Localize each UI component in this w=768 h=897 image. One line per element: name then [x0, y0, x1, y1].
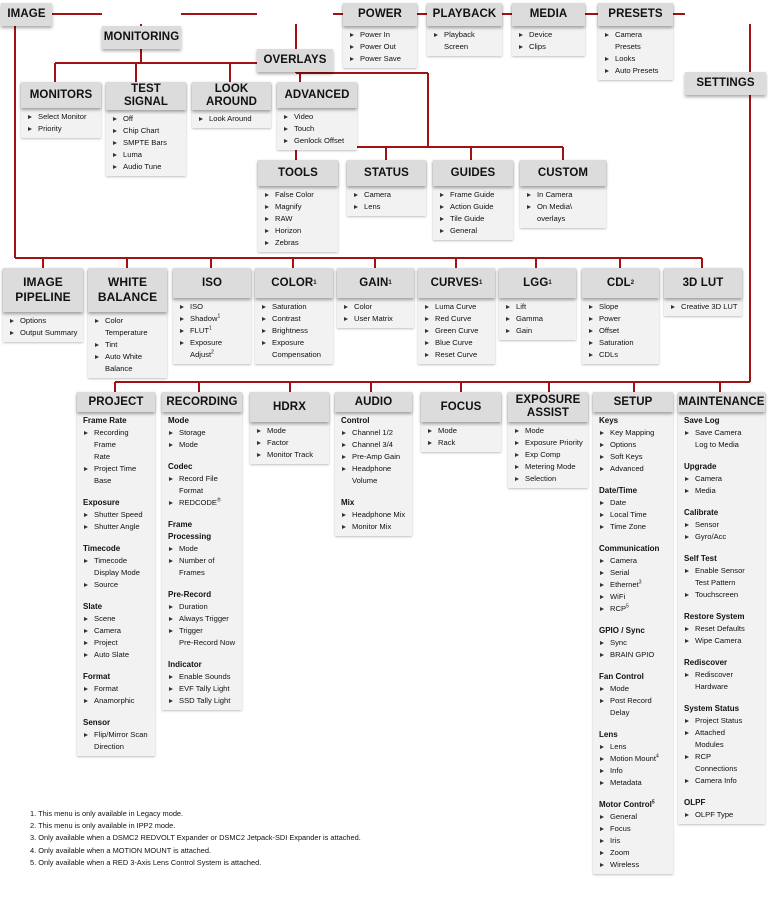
menu-item[interactable]: User Matrix [343, 313, 410, 325]
menu-item[interactable]: Touchscreen [684, 589, 761, 601]
menu-item[interactable]: Wipe Camera [684, 635, 761, 647]
menu-item[interactable]: Power [588, 313, 655, 325]
footnote-marker: 3 [638, 579, 642, 586]
menu-item[interactable]: Camera [353, 189, 422, 201]
menu-item[interactable]: Metadata [599, 777, 669, 789]
menu-item[interactable] [599, 603, 669, 615]
menu-item[interactable]: Recording Frame [83, 427, 151, 451]
menu-item[interactable]: Contrast [261, 313, 329, 325]
menu-item[interactable]: Device [518, 29, 581, 41]
menu-item[interactable]: SSD Tally Light [168, 695, 238, 707]
title-line: IMAGE [23, 275, 63, 289]
menu-item[interactable]: Always Trigger [168, 613, 238, 625]
registered-mark: ® [216, 497, 221, 504]
menu-item[interactable]: Frame Guide [439, 189, 509, 201]
menu-item[interactable]: Enable Sensor [684, 565, 761, 577]
menu-item[interactable]: Blue Curve [424, 337, 491, 349]
advanced-menu[interactable] [277, 82, 357, 150]
menu-item[interactable]: Gyro/Acc [684, 531, 761, 543]
menu-item[interactable]: Rack [427, 437, 497, 449]
section-label: Frame [168, 520, 193, 529]
hdrx-title: HDRX [250, 392, 329, 422]
footnote: 2. This menu is only available in IPP2 mode. [30, 821, 176, 831]
exposure-assist-menu[interactable] [508, 392, 588, 488]
menu-item[interactable]: Project Time [83, 463, 151, 475]
footnote: 5. Only available when a RED 3-Axis Lens Control System is attached. [30, 857, 262, 867]
settings-menu[interactable]: SETTINGS [685, 72, 766, 95]
menu-item[interactable] [599, 753, 669, 765]
section-label: GPIO / Sync [599, 626, 645, 635]
menu-item-continued: Volume [352, 476, 378, 485]
menu-item[interactable]: Info [599, 765, 669, 777]
menu-item[interactable]: Project [83, 637, 151, 649]
menu-item[interactable]: Reset Defaults [684, 623, 761, 635]
3d-lut-menu[interactable] [664, 268, 742, 316]
section-label: Date/Time [599, 486, 638, 495]
test-signal-menu[interactable] [106, 82, 186, 176]
menu-item[interactable]: Mode [514, 425, 584, 437]
section-label: Keys [599, 416, 619, 425]
presets-menu[interactable] [598, 3, 673, 80]
item-label: Exposure Adjust [190, 338, 223, 359]
menu-item[interactable]: General [439, 225, 509, 237]
menu-item[interactable]: Creative 3D LUT [670, 301, 738, 313]
status-menu[interactable] [347, 160, 426, 216]
menu-item[interactable]: Monitor Track [256, 449, 325, 461]
menu-item-continued: Direction [94, 742, 124, 751]
project-menu[interactable] [77, 392, 155, 756]
menu-item[interactable]: Exposure [261, 337, 329, 349]
tools-title: TOOLS [258, 160, 338, 186]
guides-title: GUIDES [433, 160, 513, 186]
menu-item[interactable]: Zebras [264, 237, 334, 249]
menu-item-continued: Rate [94, 452, 111, 461]
menu-item[interactable]: False Color [264, 189, 334, 201]
menu-item[interactable] [179, 313, 247, 325]
menu-item[interactable]: WiFi [599, 591, 669, 603]
section-label: Calibrate [684, 508, 719, 517]
menu-item[interactable]: Focus [599, 823, 669, 835]
footnote-marker: 1 [208, 325, 212, 332]
custom-title: CUSTOM [520, 160, 606, 186]
menu-item[interactable]: Lens [353, 201, 422, 213]
title-text: COLOR [271, 276, 314, 289]
power-title: POWER [343, 3, 417, 26]
menu-item[interactable]: Camera [83, 625, 151, 637]
section-label: Mix [341, 498, 355, 507]
footnote-marker: 5 [626, 603, 629, 610]
menu-item[interactable]: Power Out [349, 41, 413, 53]
section-label: Restore System [684, 612, 745, 621]
menu-item[interactable]: Auto Presets [604, 65, 669, 77]
custom-menu[interactable] [520, 160, 606, 228]
menu-item[interactable]: Tile Guide [439, 213, 509, 225]
menu-item[interactable]: Touch [283, 123, 353, 135]
menu-item[interactable]: Soft Keys [599, 451, 669, 463]
monitoring-menu[interactable]: MONITORING [102, 26, 181, 49]
menu-item[interactable]: Number of [168, 555, 238, 567]
section-label: Processing [168, 532, 212, 541]
menu-item[interactable]: Power Save [349, 53, 413, 65]
section-label: Self Test [684, 554, 717, 563]
menu-item[interactable]: Options [9, 315, 79, 327]
menu-item[interactable]: Output Summary [9, 327, 79, 339]
menu-item[interactable]: Red Curve [424, 313, 491, 325]
menu-item[interactable]: Storage [168, 427, 238, 439]
footnotes [30, 808, 361, 869]
section-label: OLPF [684, 798, 706, 807]
menu-item[interactable]: Genlock Offset [283, 135, 353, 147]
menu-item[interactable]: Format [83, 683, 151, 695]
section-label: Timecode [83, 544, 121, 553]
focus-title: FOCUS [421, 392, 501, 422]
menu-item[interactable]: Tint [94, 339, 163, 351]
audio-menu[interactable] [335, 392, 412, 536]
recording-title: RECORDING [162, 392, 242, 412]
menu-item[interactable]: Action Guide [439, 201, 509, 213]
section-label: Codec [168, 462, 193, 471]
curves-title: CURVES 1 [418, 268, 495, 298]
color-menu[interactable] [255, 268, 333, 364]
menu-item[interactable]: Luma Curve [424, 301, 491, 313]
menu-item[interactable]: Saturation [588, 337, 655, 349]
menu-item[interactable]: Clips [518, 41, 581, 53]
menu-item[interactable]: Auto Slate [83, 649, 151, 661]
audio-title: AUDIO [335, 392, 412, 412]
menu-item[interactable]: Source [83, 579, 151, 591]
menu-item[interactable]: Mode [256, 425, 325, 437]
menu-item[interactable]: Enable Sounds [168, 671, 238, 683]
color-title: COLOR 1 [255, 268, 333, 298]
monitors-menu[interactable] [21, 82, 101, 138]
menu-item[interactable]: Zoom [599, 847, 669, 859]
menu-item[interactable]: Options [599, 439, 669, 451]
setup-menu[interactable] [593, 392, 673, 874]
menu-item[interactable]: CDLs [588, 349, 655, 361]
menu-item[interactable]: Mode [599, 683, 669, 695]
menu-item[interactable]: Headphone [341, 463, 408, 475]
menu-item[interactable]: Green Curve [424, 325, 491, 337]
menu-item[interactable]: Advanced [599, 463, 669, 475]
menu-item[interactable]: Chip Chart [112, 125, 182, 137]
section-label: Communication [599, 544, 660, 553]
section-label: Sensor [83, 718, 111, 727]
menu-item[interactable]: Camera Presets [604, 29, 669, 53]
menu-item-continued: Hardware [695, 682, 728, 691]
menu-item[interactable]: Monitor Mix [341, 521, 408, 533]
title-line: LOOK [214, 83, 249, 95]
menu-item[interactable]: Video [283, 111, 353, 123]
section-label: Indicator [168, 660, 202, 669]
menu-item-continued: Delay [610, 708, 630, 717]
menu-item[interactable]: Color [343, 301, 410, 313]
menu-item-continued: Pre-Record Now [179, 638, 236, 647]
menu-item-continued: Format [179, 486, 204, 495]
cdl-menu[interactable] [582, 268, 659, 364]
menu-item[interactable]: General [599, 811, 669, 823]
menu-item-continued: Test Pattern [695, 578, 736, 587]
section-label: Rediscover [684, 658, 728, 667]
section-label: Frame Rate [83, 416, 127, 425]
iso-title: ISO [173, 268, 251, 298]
menu-item-continued: Base [94, 476, 112, 485]
menu-item[interactable]: Audio Tune [112, 161, 182, 173]
menu-item[interactable]: RCP [684, 751, 761, 763]
menu-item[interactable]: Select Monitor [27, 111, 97, 123]
lgg-menu[interactable] [499, 268, 576, 340]
menu-item[interactable] [179, 325, 247, 337]
menu-item-continued: Display Mode [94, 568, 141, 577]
section-label: Slate [83, 602, 103, 611]
menu-item[interactable]: Local Time [599, 509, 669, 521]
item-label: RCP [610, 604, 627, 613]
menu-item[interactable]: Pre-Amp Gain [341, 451, 408, 463]
focus-menu[interactable] [421, 392, 501, 452]
menu-item[interactable]: Mode [168, 439, 238, 451]
look-around-menu[interactable] [192, 82, 271, 128]
white-balance-menu[interactable] [88, 268, 167, 378]
menu-item[interactable]: EVF Tally Light [168, 683, 238, 695]
section-label: Exposure [83, 498, 120, 507]
menu-item-continued: Balance [105, 364, 133, 373]
image-menu[interactable]: IMAGE [1, 3, 52, 26]
menu-item[interactable]: In Camera [526, 189, 602, 201]
menu-item[interactable] [179, 337, 247, 361]
3d-lut-title: 3D LUT [664, 268, 742, 298]
menu-item[interactable]: Headphone Mix [341, 509, 408, 521]
tools-menu[interactable] [258, 160, 338, 252]
menu-item-continued: Log to Media [695, 440, 739, 449]
menu-item[interactable]: Gamma [505, 313, 572, 325]
menu-item[interactable]: Shutter Angle [83, 521, 151, 533]
section-label [599, 799, 669, 811]
menu-item[interactable]: Project Status [684, 715, 761, 727]
advanced-title: ADVANCED [277, 82, 357, 108]
menu-item[interactable]: Magnify [264, 201, 334, 213]
section-label: Lens [599, 730, 618, 739]
curves-menu[interactable] [418, 268, 495, 364]
menu-item[interactable]: Playback Screen [433, 29, 498, 53]
menu-item[interactable]: Selection [514, 473, 584, 485]
menu-item[interactable]: Record File [168, 473, 238, 485]
title-line: PIPELINE [15, 290, 71, 304]
item-label: Motion Mount [610, 754, 657, 763]
menu-item[interactable]: Camera Info [684, 775, 761, 787]
menu-item[interactable]: Color [94, 315, 163, 327]
item-label: REDCODE [179, 498, 217, 507]
footnote: 3. Only available when a DSMC2 REDVOLT Expander or DSMC2 Jetpack-SDI Expander is attached. [30, 833, 361, 843]
footnote: 1. This menu is only available in Legacy mode. [30, 809, 184, 818]
item-label: Ethernet [610, 580, 639, 589]
white-balance-title [88, 268, 167, 312]
menu-item[interactable]: ISO [179, 301, 247, 313]
menu-item[interactable]: Slope [588, 301, 655, 313]
menu-item[interactable]: RAW [264, 213, 334, 225]
image-pipeline-title [3, 268, 83, 312]
menu-item[interactable]: Scene [83, 613, 151, 625]
image-pipeline-menu[interactable] [3, 268, 83, 342]
cdl-title: CDL 2 [582, 268, 659, 298]
menu-item[interactable]: Camera [684, 473, 761, 485]
title-text: CDL [606, 276, 631, 289]
footnote-marker: 4 [656, 753, 659, 760]
exposure-assist-title [508, 392, 588, 422]
menu-item[interactable]: Saturation [261, 301, 329, 313]
menu-item[interactable]: Horizon [264, 225, 334, 237]
menu-item[interactable]: Camera [599, 555, 669, 567]
project-title: PROJECT [77, 392, 155, 412]
title-line: AROUND [205, 96, 258, 108]
section-label: Save Log [684, 416, 720, 425]
menu-item[interactable]: Channel 1/2 [341, 427, 408, 439]
recording-menu[interactable] [162, 392, 242, 710]
setup-title: SETUP [593, 392, 673, 412]
menu-item[interactable]: Timecode [83, 555, 151, 567]
media-title: MEDIA [512, 3, 585, 26]
item-label: Shadow [190, 314, 218, 323]
menu-item[interactable]: Metering Mode [514, 461, 584, 473]
footnote: 4. Only available when a MOTION MOUNT is attached. [30, 845, 212, 855]
menu-item[interactable]: Rediscover [684, 669, 761, 681]
menu-item-continued: Modules [695, 740, 724, 749]
title-text: LGG [523, 276, 549, 289]
presets-title: PRESETS [598, 3, 673, 26]
section-text: Motor Control [599, 800, 652, 809]
menu-item[interactable]: Off [112, 113, 182, 125]
menu-item[interactable]: Auto White [94, 351, 163, 363]
menu-item[interactable]: Priority [27, 123, 97, 135]
menu-item[interactable]: Mode [168, 543, 238, 555]
gain-menu[interactable] [337, 268, 414, 328]
menu-item[interactable]: Lift [505, 301, 572, 313]
menu-item-continued: Compensation [272, 350, 321, 359]
menu-item[interactable]: SMPTE Bars [112, 137, 182, 149]
menu-item-continued: Temperature [105, 328, 148, 337]
monitors-title: MONITORS [21, 82, 101, 108]
menu-item-continued: Frames [179, 568, 205, 577]
menu-item[interactable] [599, 579, 669, 591]
menu-item[interactable]: Media [684, 485, 761, 497]
section-label: Format [83, 672, 111, 681]
menu-item[interactable] [168, 497, 238, 509]
maintenance-title: MAINTENANCE [678, 392, 765, 412]
menu-item[interactable]: Post Record [599, 695, 669, 707]
title-line: WHITE [107, 275, 148, 289]
menu-item[interactable]: Factor [256, 437, 325, 449]
menu-item[interactable]: Key Mapping [599, 427, 669, 439]
status-title: STATUS [347, 160, 426, 186]
menu-item[interactable]: Shutter Speed [83, 509, 151, 521]
menu-item[interactable]: Looks [604, 53, 669, 65]
title-line: EXPOSURE [515, 394, 581, 406]
section-label: Pre-Record [168, 590, 212, 599]
menu-item-continued: Connections [695, 764, 738, 773]
menu-item[interactable]: Wireless [599, 859, 669, 871]
lgg-title: LGG 1 [499, 268, 576, 298]
title-line: BALANCE [97, 290, 158, 304]
section-label: Fan Control [599, 672, 644, 681]
menu-item[interactable]: Anamorphic [83, 695, 151, 707]
power-menu[interactable] [343, 3, 417, 68]
menu-item[interactable]: Sync [599, 637, 669, 649]
menu-item[interactable]: Reset Curve [424, 349, 491, 361]
title-line: TEST [131, 83, 161, 95]
section-label: System Status [684, 704, 740, 713]
menu-item[interactable]: Channel 3/4 [341, 439, 408, 451]
menu-item[interactable]: Time Zone [599, 521, 669, 533]
menu-item[interactable]: Exp Comp [514, 449, 584, 461]
menu-item[interactable]: Mode [427, 425, 497, 437]
title-line: SIGNAL [123, 96, 169, 108]
menu-item[interactable]: Serial [599, 567, 669, 579]
footnote-marker: 5 [651, 799, 655, 806]
menu-item[interactable]: Gain [505, 325, 572, 337]
overlays-menu[interactable]: OVERLAYS [257, 49, 333, 72]
section-label: Upgrade [684, 462, 717, 471]
menu-item[interactable]: Offset [588, 325, 655, 337]
title-text: GAIN [359, 276, 389, 289]
menu-item[interactable]: Flip/Mirror Scan [83, 729, 151, 741]
menu-item[interactable]: Luma [112, 149, 182, 161]
menu-item-continued: overlays [537, 214, 566, 223]
look-around-title [192, 82, 271, 110]
menu-item[interactable]: OLPF Type [684, 809, 761, 821]
menu-item[interactable]: Iris [599, 835, 669, 847]
menu-item[interactable]: BRAIN GPIO [599, 649, 669, 661]
menu-item[interactable]: Lens [599, 741, 669, 753]
menu-item[interactable]: Trigger [168, 625, 238, 637]
hdrx-menu[interactable] [250, 392, 329, 464]
test-signal-title [106, 82, 186, 110]
menu-item[interactable]: Power In [349, 29, 413, 41]
menu-item[interactable]: Duration [168, 601, 238, 613]
menu-item[interactable]: On Media\ [526, 201, 602, 213]
menu-item[interactable]: Brightness [261, 325, 329, 337]
maintenance-menu[interactable] [678, 392, 765, 824]
section-label: Mode [168, 416, 189, 425]
section-label: Control [341, 416, 370, 425]
guides-menu[interactable] [433, 160, 513, 240]
footnote-marker: 1 [217, 313, 221, 320]
title-text: CURVES [430, 276, 479, 289]
menu-item[interactable]: Attached [684, 727, 761, 739]
gain-title: GAIN 1 [337, 268, 414, 298]
menu-item[interactable]: Sensor [684, 519, 761, 531]
footnote-marker: 2 [211, 349, 214, 356]
menu-item[interactable]: Date [599, 497, 669, 509]
media-menu[interactable] [512, 3, 585, 56]
playback-title: PLAYBACK [427, 3, 502, 26]
playback-menu[interactable] [427, 3, 502, 56]
iso-menu[interactable] [173, 268, 251, 364]
menu-item[interactable]: Exposure Priority [514, 437, 584, 449]
item-label: FLUT [190, 326, 209, 335]
title-line: ASSIST [526, 407, 570, 419]
menu-item[interactable]: Look Around [198, 113, 267, 125]
menu-item[interactable]: Save Camera [684, 427, 761, 439]
